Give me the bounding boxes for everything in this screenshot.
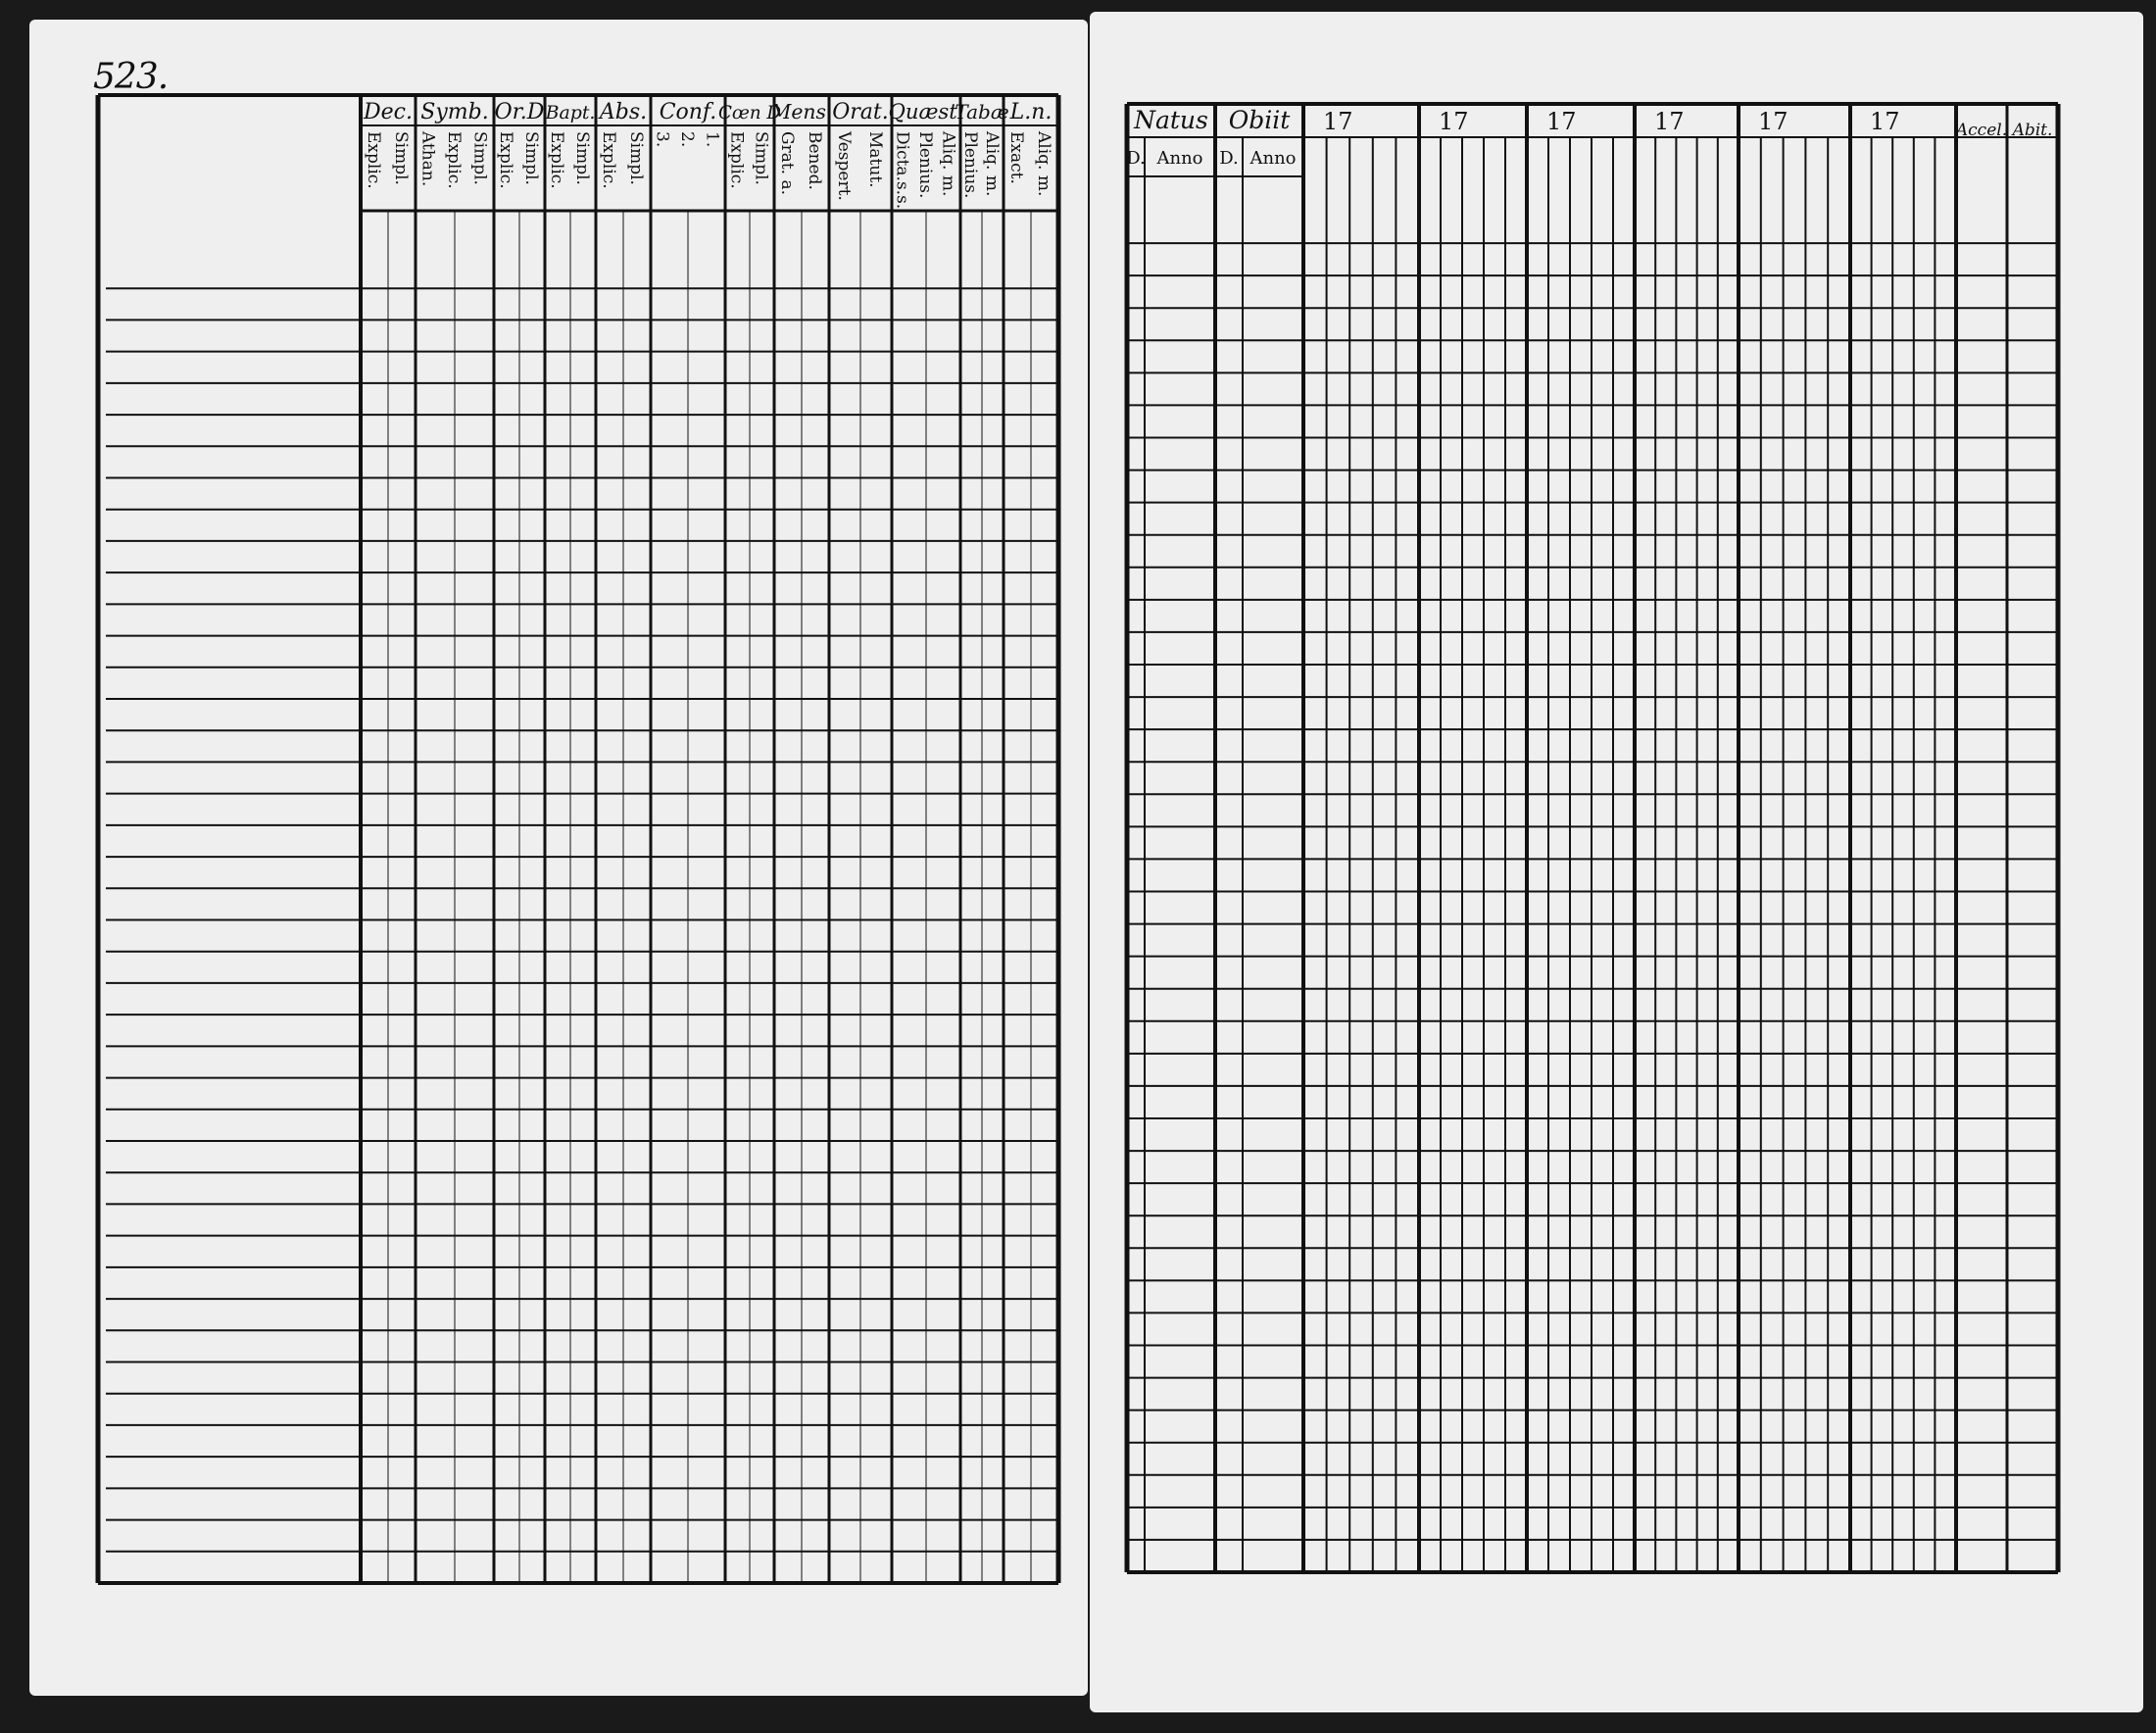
natus-year-label: Anno	[1156, 148, 1203, 169]
left-column-subheader: Explic.	[364, 131, 383, 189]
left-column-subheader: 3.	[652, 131, 672, 148]
left-column-subheader: Plenius.	[960, 131, 980, 199]
page-number: 523.	[93, 57, 169, 97]
left-column-subheader: Explic.	[599, 131, 618, 189]
left-column-subheader: Explic.	[547, 131, 566, 189]
left-column-subheader: Athan.	[417, 131, 438, 187]
year-column-header: 17	[1870, 108, 1900, 135]
left-column-subheader: Simpl.	[751, 131, 771, 185]
left-column-subheader: Aliq. m.	[938, 131, 958, 197]
left-column-subheader: Vespert.	[834, 131, 854, 201]
left-column-subheader: Explic.	[726, 131, 747, 189]
left-column-header: Abs.	[599, 100, 648, 124]
left-column-subheader: Grat. a.	[777, 131, 797, 196]
year-column-header: 17	[1323, 108, 1353, 135]
left-column-subheader: Aliq. m.	[1034, 131, 1054, 197]
left-column-header: Mens.	[770, 100, 833, 124]
left-column-subheader: Simpl.	[469, 131, 490, 185]
year-column-header: 17	[1654, 108, 1685, 135]
left-column-subheader: Bened.	[805, 131, 824, 190]
left-column-header: Quæst.	[888, 100, 964, 124]
left-column-subheader: Plenius.	[915, 131, 935, 199]
left-column-subheader: Dicta.s.s.	[892, 131, 912, 210]
left-column-header: L.n.	[1009, 100, 1053, 124]
left-column-header: Tabæ	[955, 100, 1009, 124]
left-column-subheader: 2.	[677, 131, 697, 148]
left-column-header: Symb.	[420, 100, 489, 124]
obiit-year-label: Anno	[1250, 148, 1297, 169]
left-column-header: Dec.	[364, 100, 413, 124]
left-column-subheader: Explic.	[496, 131, 515, 189]
left-column-subheader: Simpl.	[391, 131, 411, 185]
accessit-header: Accel.	[1955, 121, 2008, 140]
left-column-header: Orat.	[832, 100, 889, 124]
year-column-header: 17	[1439, 108, 1469, 135]
year-column-header: 17	[1758, 108, 1788, 135]
obiit-header: Obiit	[1228, 106, 1291, 134]
left-column-subheader: Exact.	[1006, 131, 1026, 184]
abiit-header: Abit.	[2012, 121, 2053, 140]
left-column-subheader: Simpl.	[572, 131, 592, 185]
left-column-header: Or.D	[494, 100, 545, 124]
left-column-header: Conf.	[659, 100, 717, 124]
left-column-subheader: Aliq. m.	[982, 131, 1002, 197]
left-column-subheader: Simpl.	[626, 131, 646, 185]
natus-header: Natus	[1134, 106, 1208, 134]
left-column-header: Cœn D	[718, 103, 781, 124]
obiit-day-label: D.	[1219, 148, 1239, 169]
year-column-header: 17	[1546, 108, 1577, 135]
left-column-subheader: Matut.	[865, 131, 885, 188]
left-column-subheader: Explic.	[444, 131, 464, 189]
left-column-header: Bapt.	[545, 102, 596, 124]
natus-day-label: D.	[1126, 148, 1146, 169]
left-column-subheader: Simpl.	[521, 131, 541, 185]
left-column-subheader: 1.	[702, 131, 722, 148]
